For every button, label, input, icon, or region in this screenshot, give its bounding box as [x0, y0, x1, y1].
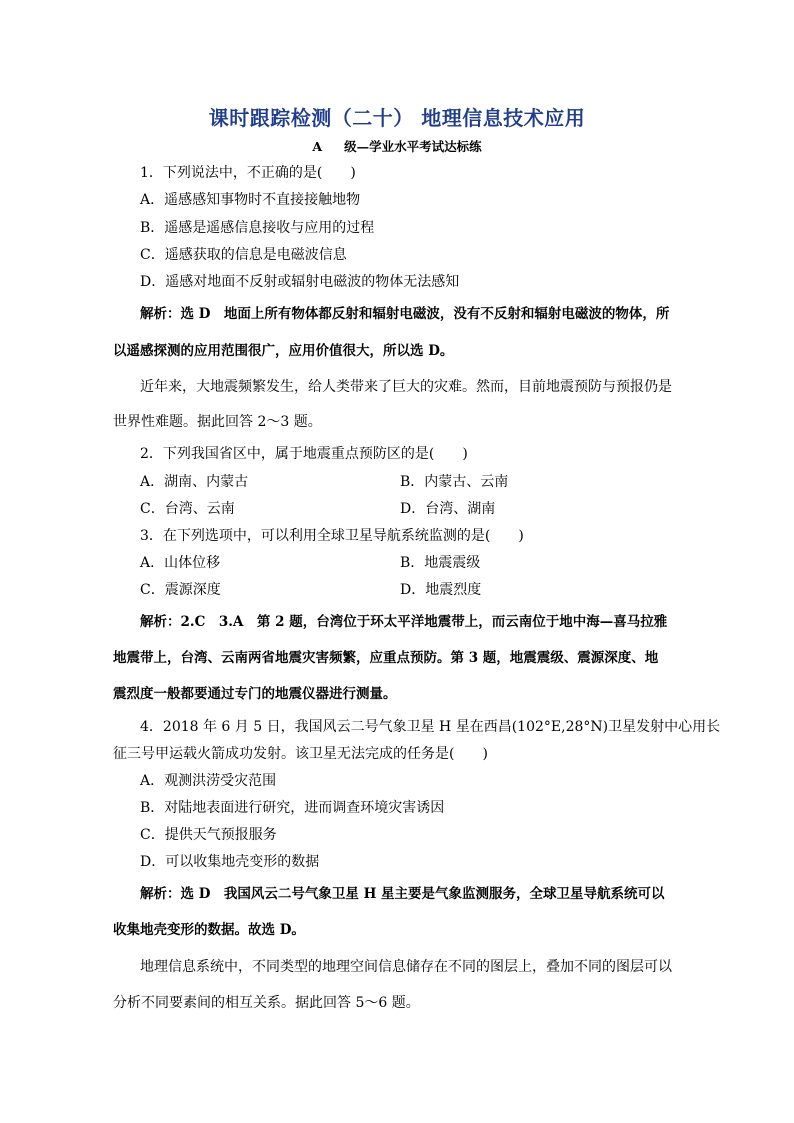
question-4-option-b: B．对陆地表面进行研究，进而调查环境灾害诱因 — [140, 800, 445, 816]
intro-2-3-line-2: 世界性难题。据此回答 2～3 题。 — [113, 414, 322, 430]
question-3-stem: 3．在下列选项中，可以利用全球卫星导航系统监测的是( ) — [140, 528, 524, 544]
question-4-option-d: D．可以收集地壳变形的数据 — [140, 854, 320, 870]
question-2-option-c: C．台湾、云南 — [140, 501, 235, 517]
question-1-stem: 1．下列说法中，不正确的是( ) — [140, 165, 356, 181]
question-1-analysis-line-2: 以遥感探测的应用范围很广，应用价值很大，所以选 D。 — [113, 343, 454, 359]
question-4-option-a: A．观测洪涝受灾范围 — [140, 773, 277, 789]
question-3-option-b: B．地震震级 — [400, 555, 481, 571]
question-4-option-c: C．提供天气预报服务 — [140, 827, 277, 843]
question-1-option-c: C．遥感获取的信息是电磁波信息 — [140, 247, 347, 263]
question-4-analysis-line-2: 收集地壳变形的数据。故选 D。 — [113, 922, 305, 938]
analysis-2-3-line-1: 解析：2.C 3.A 第 2 题，台湾位于环太平洋地震带上，而云南位于地中海—喜马拉雅 — [140, 614, 668, 630]
intro-5-6-line-1: 地理信息系统中，不同类型的地理空间信息储存在不同的图层上，叠加不同的图层可以 — [140, 959, 672, 975]
question-3-option-d: D．地震烈度 — [400, 582, 482, 598]
section-subtitle — [0, 137, 794, 155]
question-4-stem-line-2: 征三号甲运载火箭成功发射。该卫星无法完成的任务是( ) — [113, 746, 488, 762]
question-2-option-b: B．内蒙古、云南 — [400, 474, 509, 490]
question-2-option-a: A．湖南、内蒙古 — [140, 474, 249, 490]
question-3-option-a: A．山体位移 — [140, 555, 221, 571]
question-1-option-d: D．遥感对地面不反射或辐射电磁波的物体无法感知 — [140, 274, 460, 290]
page-title: 课时跟踪检测（二十） 地理信息技术应用 — [208, 106, 586, 130]
question-4-stem-line-1: 4．2018 年 6 月 5 日，我国风云二号气象卫星 H 星在西昌(102°E,28°N)卫星发射中心用长 — [140, 719, 721, 735]
subtitle-text: 级—学业水平考试达标练 — [344, 139, 482, 154]
question-1-analysis-line-1: 解析：选 D 地面上所有物体都反射和辐射电磁波，没有不反射和辐射电磁波的物体，所 — [140, 306, 670, 322]
subtitle-level: A — [312, 139, 323, 154]
question-1-option-b: B．遥感是遥感信息接收与应用的过程 — [140, 220, 375, 236]
intro-2-3-line-1: 近年来，大地震频繁发生，给人类带来了巨大的灾难。然而，目前地震预防与预报仍是 — [140, 379, 672, 395]
question-3-option-c: C．震源深度 — [140, 582, 221, 598]
analysis-2-3-line-3: 震烈度一般都要通过专门的地震仪器进行测量。 — [113, 686, 397, 702]
question-4-analysis-line-1: 解析：选 D 我国风云二号气象卫星 H 星主要是气象监测服务，全球卫星导航系统可以 — [140, 886, 665, 902]
analysis-2-3-line-2: 地震带上，台湾、云南两省地震灾害频繁，应重点预防。第 3 题，地震震级、震源深度、地 — [113, 650, 659, 666]
intro-5-6-line-2: 分析不同要素间的相互关系。据此回答 5～6 题。 — [113, 995, 420, 1011]
question-2-stem: 2．下列我国省区中，属于地震重点预防区的是( ) — [140, 446, 468, 462]
question-2-option-d: D．台湾、湖南 — [400, 501, 496, 517]
question-1-option-a: A．遥感感知事物时不直接接触地物 — [140, 192, 361, 208]
